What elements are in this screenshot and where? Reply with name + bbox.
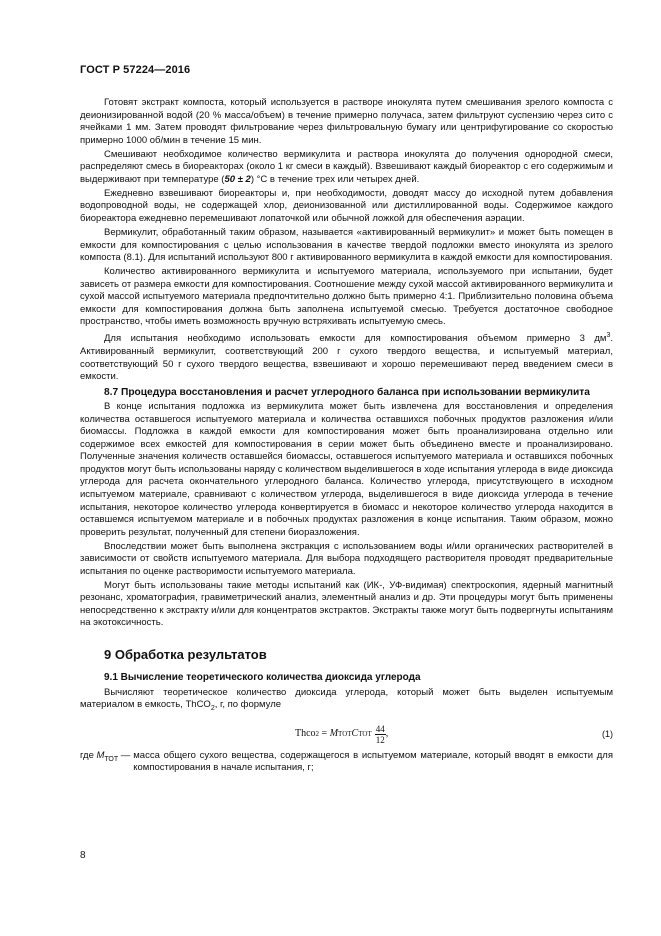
legend-symbol: где $M_{ТОТ}$ — (80, 749, 131, 763)
paragraph-mixing-vermiculite: Смешивают необходимое количество вермикулита и раствора инокулята до получения однородной смеси, распределяют смесь в биореакторах (около 1 кг смеси в каждый). Взвешивают каждый биореактор с его содержимым и выдерживают при температуре (50 ± 2) °С в течение трех или четырех дней. (80, 148, 613, 185)
paragraph-extraction: Впоследствии может быть выполнена экстракция с использованием воды и/или органических растворителей в зависимости от свойств испытуемого материала. Для выбора подходящего растворителя проводят предварительные испытания по оценке растворимости испытуемого материала. (80, 540, 613, 577)
section-heading-9: 9 Обработка результатов (104, 647, 267, 663)
paragraph-ratio: Количество активированного вермикулита и испытуемого материала, используемого при испытании, будет зависеть от размера емкости для компостирования. Соотношение между сухой массой активированного вермикулита и сухой массой испытуемого материала предпочтительно должно быть примерно 4:1. Приблизительно половина объема емкости для компостирования должна быть заполнена испытуемой смесью. Требуется достаточное свободное пространство, чтобы иметь возможность вручную встряхивать испытуемую смесь. (80, 266, 613, 328)
formula-fraction: $\frac{44}{12}$ (375, 723, 385, 745)
paragraph-recovery: В конце испытания подложка из вермикулита может быть извлечена для восстановления и определения количества оставшегося испытуемого материала и количества оставшихся побочных продуктов разложения и/или биомассы. Подложка в каждой емкости для компостирования может быть проанализирована отдельно или содержимое всех емкостей для компостирования в серии может быть объединено вместе и проанализировано. Полученные значения количеств оставшейся биомассы, оставшегося испытуемого материала и оставшихся побочных продуктов могут быть использованы наряду с количеством выделившегося в ходе испытания углерода в виде диоксида углерода для расчета окончательного углеродного баланса. Количество углерода, присутствующего в исходном испытуемом материале, сравнивают с количеством углерода, выделившегося в виде диоксида углерода в течение испытания, некоторое количество углерода конвертируется в биомасс и некоторое количество углерода находится в оставшемся испытуемом материале и в побочных продуктах разложения в конце испытания. Таким образом, можно проверить результат, полученный для степени биоразложения. (80, 401, 613, 538)
document-header: ГОСТ Р 57224—2016 (80, 64, 191, 76)
formula-1 (80, 718, 613, 748)
section-heading-8-7: 8.7 Процедура восстановления и расчет углеродного баланса при использовании вермикулита (104, 386, 590, 398)
page-number: 8 (80, 850, 86, 861)
formula-legend (80, 750, 613, 775)
document-body (80, 97, 613, 775)
paragraph-compost-extract: Готовят экстракт компоста, который используется в растворе инокулята путем смешивания зрелого компоста с деионизированной водой (20 % масса/объем) в течение примерно получаса, затем фильтруют суспензию через сито с ячейками 1 мм. Затем проводят фильтрование через фильтровальную бумагу или центрифугирование со скоростью примерно 1000 об/мин в течение 15 мин. (80, 97, 613, 146)
paragraph-methods: Могут быть использованы такие методы испытаний как (ИК-, УФ-видимая) спектроскопия, ядерный магнитный резонанс, хроматография, гравиметрический анализ, элементный анализ и др. Эти процедуры могут быть применены непосредственно к экстракту и/или для концентратов экстрактов. Экстракты также могут быть подвергнуты испытаниям на экотоксичность. (80, 579, 613, 629)
paragraph-activated-vermiculite: Вермикулит, обработанный таким образом, называется «активированный вермикулит» и может быть помещен в емкости для компостирования с целью использования в качестве твердой подложки вместо инокулята из зрелого компоста (8.1). Для испытаний используют 800 г активированного вермикулита в каждой емкости для компостирования. (80, 226, 613, 264)
paragraph-vessel-volume: Для испытания необходимо использовать емкости для компостирования объемом примерно 3 $дм^3$. Активированный вермикулит, соответствующий 200 г сухого твердого вещества, и испытуемый материал, соответствующий 50 г сухого твердого вещества, взвешивают и хорошо перемешивают перед введением смеси в емкости. (80, 332, 613, 383)
paragraph-theoretical-co2: Вычисляют теоретическое количество диоксида углерода, который может быть выделен испытуемым материалом в емкость, ThCO$_2$, г, по формуле (80, 686, 613, 713)
section-heading-9-1: 9.1 Вычисление теоретического количества диоксида углерода (104, 672, 421, 684)
formula-expression: Thco 2 = M ТОТ C ТОТ $\frac{44}{12}$ , (295, 723, 389, 745)
legend-description: масса общего сухого вещества, содержащегося в испытуемом материале, который вводят в емкости для компостирования в начале испытания, г; (133, 749, 613, 774)
paragraph-daily-weighing: Ежедневно взвешивают биореакторы и, при необходимости, доводят массу до исходной путем добавления водопроводной воды, не содержащей хлор, деионизованной или дистиллированной воды. Содержимое каждого биореактора ежедневно перемешивают лопаточкой или обычной ложкой для обеспечения аэрации. (80, 187, 613, 224)
formula-number: (1) (602, 728, 613, 739)
